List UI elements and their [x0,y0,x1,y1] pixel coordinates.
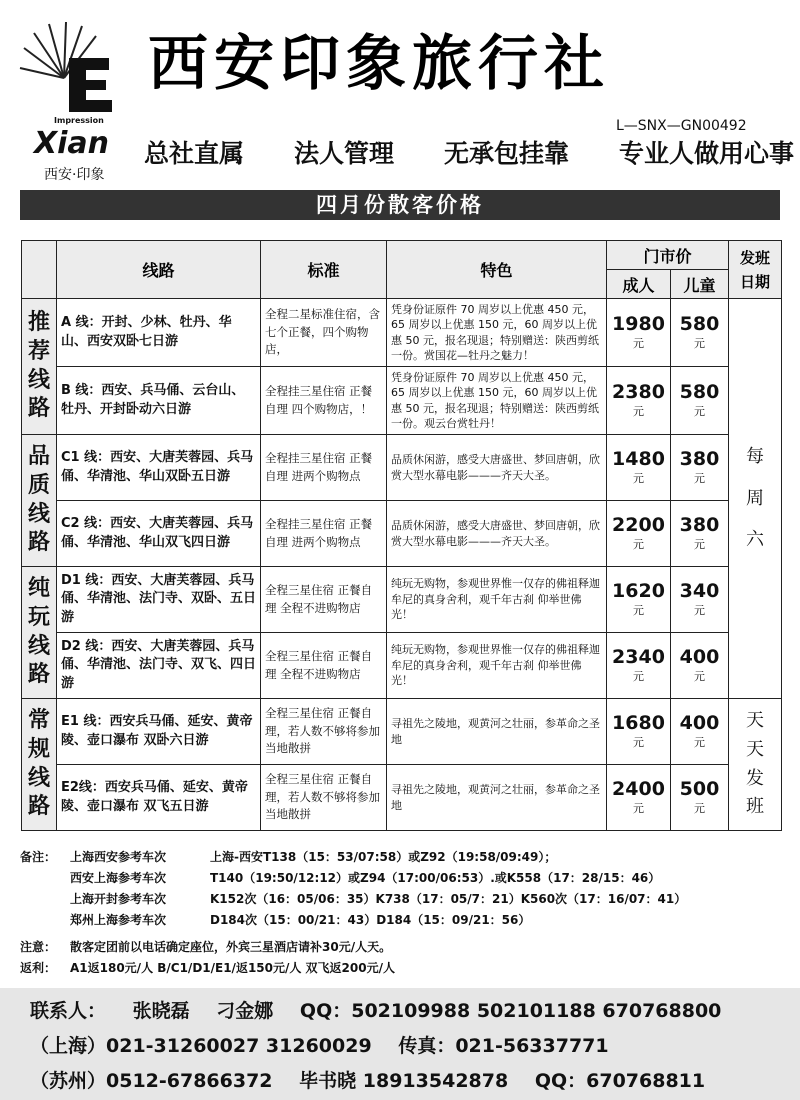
category-quality: 品 质 线 路 [22,435,57,567]
rebate-label: 返利： [20,961,57,975]
company-logo [14,18,124,183]
price-table [21,240,782,831]
feature-cell: 凭身份证原件 70 周岁以上优惠 450 元，65 周岁以上优惠 150 元，60 周岁以上优惠 50 元，报名现退；特别赠送：陕西剪纸一份。观云台赏牡丹！ [387,367,607,435]
standard-cell: 全程三星住宿 正餐自理，若人数不够将参加当地散拼 [261,765,387,831]
departure-daily: 天 天 发 班 [729,699,782,831]
train-detail: T140（19:50/12:12）或Z94（17:00/06:53）.或K558（17：28/15：46） [210,871,661,885]
logo-subtitle: Impression [54,116,104,125]
route-cell: A 线：开封、少林、牡丹、华山、西安双卧七日游 [57,299,261,367]
train-note [20,867,780,888]
adult-price: 1480 元 [607,435,671,501]
header-child: 儿童 [671,270,729,299]
table-row [22,435,782,501]
table-row [22,367,782,435]
rebate-text: A1返180元/人 B/C1/D1/E1/返150元/人 双飞返200元/人 [70,961,395,975]
route-cell: E1 线：西安兵马俑、延安、黄帝陵、壶口瀑布 双卧六日游 [57,699,261,765]
attention-text: 散客定团前以电话确定座位，外宾三星酒店请补30元/人天。 [70,940,392,954]
adult-price: 1980 元 [607,299,671,367]
company-name: 西安印象旅行社 [148,29,610,99]
child-price: 400 元 [671,699,729,765]
contact-line-2 [30,1031,629,1058]
header-price-group: 门市价 [607,241,729,270]
feature-cell: 纯玩无购物，参观世界惟一仅存的佛祖释迦牟尼的真身舍利，观千年古刹 仰举世佛光！ [387,567,607,633]
category-regular: 常 规 线 路 [22,699,57,831]
route-cell: D1 线：西安、大唐芙蓉园、兵马俑、华清池、法门寺、双卧、五日游 [57,567,261,633]
train-detail: K152次（16：05/06：35）K738（17：05/7：21）K560次（17：16/07：41） [210,892,687,906]
fax: 传真：021-56337771 [398,1035,609,1057]
train-route: 上海西安参考车次 [70,850,167,864]
standard-cell: 全程挂三星住宿 正餐自理 四个购物店，！ [261,367,387,435]
header-blank [22,241,57,299]
child-price: 580 元 [671,299,729,367]
header-route: 线路 [57,241,261,299]
page-title: 四月份散客价格 [20,190,780,220]
adult-price: 2200 元 [607,501,671,567]
category-recommended: 推 荐 线 路 [22,299,57,435]
train-route: 西安上海参考车次 [70,871,167,885]
contact-person: 刁金娜 [216,1000,274,1022]
train-route: 上海开封参考车次 [70,892,167,906]
train-note [20,909,780,930]
feature-cell: 凭身份证原件 70 周岁以上优惠 450 元，65 周岁以上优惠 150 元，60 周岁以上优惠 50 元，报名现退；特别赠送：陕西剪纸一份。赏国花—牡丹之魅力！ [387,299,607,367]
table-row [22,567,782,633]
contact-person: 张晓磊 [132,1000,190,1022]
header-adult: 成人 [607,270,671,299]
rebate-note [20,957,780,978]
suzhou-phone: （苏州）0512-67866372 [30,1070,273,1092]
attention-note [20,936,780,957]
contact-mobile: 毕书晓 18913542878 [299,1070,509,1092]
logo-text: Xian [34,126,110,161]
standard-cell: 全程三星住宿 正餐自理 全程不进购物店 [261,633,387,699]
child-price: 340 元 [671,567,729,633]
contact-footer [0,988,800,1100]
table-row [22,699,782,765]
table-row [22,765,782,831]
train-note [20,846,780,867]
child-price: 380 元 [671,435,729,501]
slogan-item: 总社直属 [144,139,245,168]
child-price: 380 元 [671,501,729,567]
contact-line-1 [30,996,741,1023]
train-detail: D184次（15：00/21：43）D184（15：09/21：56） [210,913,531,927]
license-number: L—SNX—GN00492 [616,118,747,134]
feature-cell: 品质休闲游，感受大唐盛世、梦回唐朝，欣赏大型水幕电影———齐天大圣。 [387,501,607,567]
contact-line-3 [30,1066,725,1093]
train-route: 郑州上海参考车次 [70,913,167,927]
slogan-row [144,134,794,170]
child-price: 400 元 [671,633,729,699]
category-pure-play: 纯 玩 线 路 [22,567,57,699]
contact-qq: QQ：502109988 502101188 670768800 [299,1000,722,1022]
standard-cell: 全程二星标准住宿，含七个正餐，四个购物店， [261,299,387,367]
slogan-item: 无承包挂靠 [443,139,569,168]
table-row [22,501,782,567]
route-cell: C2 线：西安、大唐芙蓉园、兵马俑、华清池、华山双飞四日游 [57,501,261,567]
train-note [20,888,780,909]
notes-section [20,846,780,978]
adult-price: 1620 元 [607,567,671,633]
logo-chinese: 西安·印象 [44,167,105,183]
attention-label: 注意： [20,940,57,954]
adult-price: 2380 元 [607,367,671,435]
route-cell: D2 线：西安、大唐芙蓉园、兵马俑、华清池、法门寺、双飞、四日游 [57,633,261,699]
header-departure: 发班日期 [729,241,782,299]
route-cell: B 线：西安、兵马俑、云台山、牡丹、开封卧动六日游 [57,367,261,435]
table-row [22,299,782,367]
departure-weekly: 每 周 六 [729,299,782,699]
standard-cell: 全程三星住宿 正餐自理，若人数不够将参加当地散拼 [261,699,387,765]
slogan-item: 专业人做用心事 [618,139,794,168]
route-cell: C1 线：西安、大唐芙蓉园、兵马俑、华清池、华山双卧五日游 [57,435,261,501]
standard-cell: 全程三星住宿 正餐自理 全程不进购物店 [261,567,387,633]
table-row [22,633,782,699]
feature-cell: 纯玩无购物，参观世界惟一仅存的佛祖释迦牟尼的真身舍利，观千年古刹 仰举世佛光！ [387,633,607,699]
feature-cell: 寻祖先之陵地，观黄河之壮丽，参革命之圣地 [387,765,607,831]
shanghai-phone: （上海）021-31260027 31260029 [30,1035,372,1057]
standard-cell: 全程挂三星住宿 正餐自理 进两个购物点 [261,435,387,501]
feature-cell: 寻祖先之陵地，观黄河之壮丽，参革命之圣地 [387,699,607,765]
contact-qq: QQ：670768811 [534,1070,706,1092]
remark-label: 备注： [20,850,57,864]
slogan-item: 法人管理 [293,139,394,168]
child-price: 500 元 [671,765,729,831]
sun-burst-icon [14,18,124,128]
adult-price: 2340 元 [607,633,671,699]
header-feature: 特色 [387,241,607,299]
header-standard: 标准 [261,241,387,299]
feature-cell: 品质休闲游，感受大唐盛世、梦回唐朝，欣赏大型水幕电影———齐天大圣。 [387,435,607,501]
child-price: 580 元 [671,367,729,435]
adult-price: 1680 元 [607,699,671,765]
train-detail: 上海-西安T138（15：53/07:58）或Z92（19:58/09:49）； [210,850,557,864]
contact-label: 联系人： [30,1000,107,1022]
adult-price: 2400 元 [607,765,671,831]
standard-cell: 全程挂三星住宿 正餐自理 进两个购物点 [261,501,387,567]
route-cell: E2线：西安兵马俑、延安、黄帝陵、壶口瀑布 双飞五日游 [57,765,261,831]
